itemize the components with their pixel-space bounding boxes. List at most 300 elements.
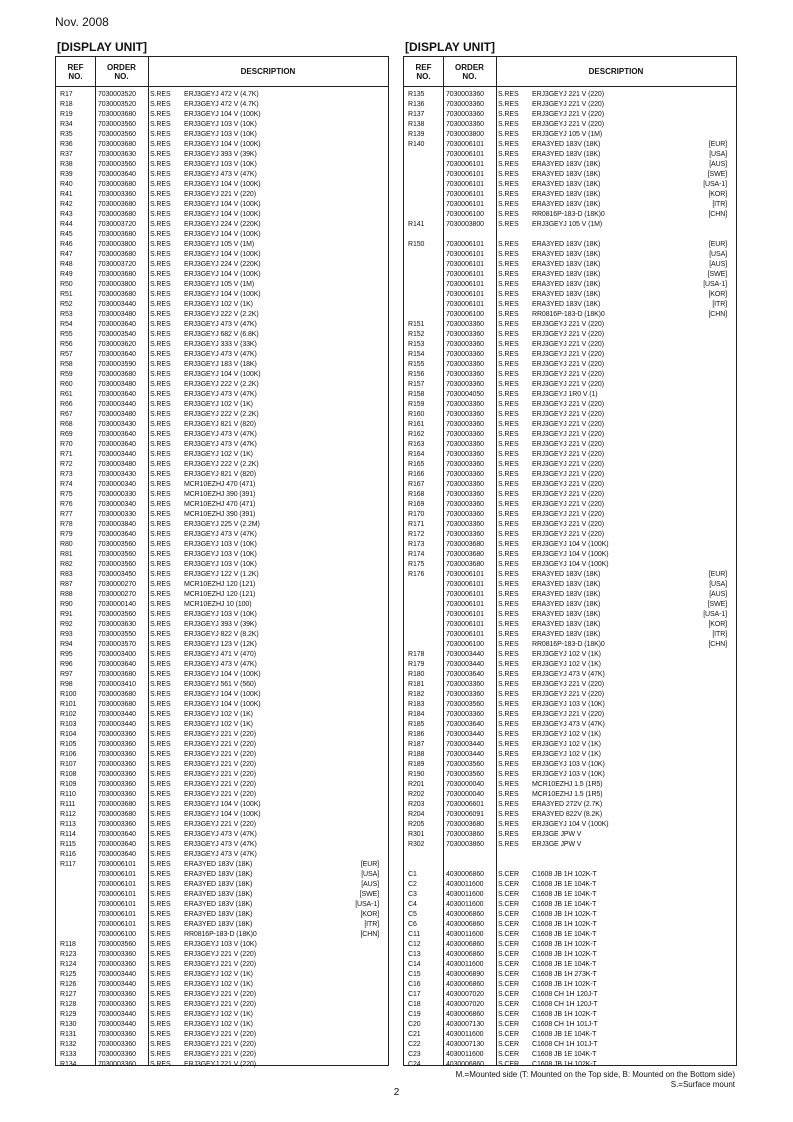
ref-no: R172: [408, 531, 425, 538]
part-number: ERA3YED 183V (18K): [532, 291, 601, 298]
table-row: [404, 380, 736, 390]
part-number: ERJ3GEYJ 224 V (220K): [184, 221, 261, 228]
ref-no: R158: [408, 391, 425, 398]
part-number: ERA3YED 183V (18K): [532, 611, 601, 618]
table-row: [404, 450, 736, 460]
part-type: S.RES: [498, 201, 519, 208]
order-no: 7030003360: [446, 511, 484, 518]
order-no: 7030003360: [446, 521, 484, 528]
order-no: 7030004050: [446, 391, 484, 398]
part-type: S.RES: [498, 441, 519, 448]
table-row: [56, 570, 388, 580]
table-row: [404, 830, 736, 840]
ref-no: R134: [60, 1061, 77, 1068]
table-row: [404, 570, 736, 580]
ref-no: R70: [60, 441, 73, 448]
part-type: S.RES: [150, 641, 171, 648]
order-no: 7030003360: [446, 401, 484, 408]
part-type: S.CER: [498, 941, 519, 948]
table-row: [56, 400, 388, 410]
order-no: 4030006860: [446, 951, 484, 958]
order-no: 7030003360: [98, 741, 136, 748]
region: [USA]: [709, 581, 727, 588]
region: [EUR]: [708, 571, 727, 578]
part-number: ERJ3GEYJ 221 V (220): [532, 711, 604, 718]
order-no: 7030003560: [98, 121, 136, 128]
table-row: [56, 490, 388, 500]
region: [SWE]: [707, 271, 727, 278]
part-type: S.RES: [150, 341, 171, 348]
part-number: ERJ3GEYJ 103 V (10K): [184, 941, 257, 948]
part-number: ERJ3GEYJ 221 V (220): [532, 461, 604, 468]
part-number: MCR10EZHJ 1.5 (1R5): [532, 791, 603, 798]
order-no: 7030003680: [98, 201, 136, 208]
ref-no: R75: [60, 491, 73, 498]
ref-no: R68: [60, 421, 73, 428]
region: [USA]: [361, 871, 379, 878]
table-row: [404, 510, 736, 520]
table-body: [404, 90, 736, 1070]
table-row: [404, 560, 736, 570]
table-row: [404, 890, 736, 900]
ref-no-header: REF NO.: [404, 57, 444, 86]
part-number: ERJ3GEYJ 561 V (560): [184, 681, 256, 688]
table-row: [56, 1000, 388, 1010]
part-type: S.RES: [498, 641, 519, 648]
order-no: 4030006890: [446, 971, 484, 978]
ref-no: R74: [60, 481, 73, 488]
part-type: S.RES: [150, 501, 171, 508]
table-row: [56, 520, 388, 530]
part-number: MCR10EZHJ 10 (100): [184, 601, 252, 608]
part-number: ERJ3GEYJ 104 V (100K): [184, 181, 261, 188]
part-type: S.RES: [498, 721, 519, 728]
ref-no: R37: [60, 151, 73, 158]
part-type: S.RES: [150, 911, 171, 918]
part-number: ERJ3GEYJ 102 V (1K): [184, 711, 253, 718]
part-number: C1608 JB 1E 104K-T: [532, 1051, 597, 1058]
ref-no: R35: [60, 131, 73, 138]
part-type: S.RES: [150, 121, 171, 128]
order-no: 7030003680: [446, 561, 484, 568]
table-row: [404, 1060, 736, 1070]
table-row: [56, 540, 388, 550]
ref-no: R166: [408, 471, 425, 478]
part-type: S.RES: [150, 771, 171, 778]
table-row: [404, 880, 736, 890]
ref-no: R115: [60, 841, 76, 848]
part-type: S.RES: [498, 251, 519, 258]
table-row: [56, 600, 388, 610]
part-number: ERA3YED 183V (18K): [532, 271, 601, 278]
order-no: 7030003360: [446, 421, 484, 428]
order-no: 7030003440: [446, 741, 484, 748]
ref-no: C17: [408, 991, 421, 998]
order-no: 7030003440: [98, 971, 136, 978]
part-type: S.RES: [498, 731, 519, 738]
ref-no: C1: [408, 871, 417, 878]
table-row: [56, 380, 388, 390]
order-no: 7030003360: [446, 121, 484, 128]
part-type: S.RES: [150, 141, 171, 148]
table-row: [404, 430, 736, 440]
part-number: ERJ3GEYJ 102 V (1K): [532, 661, 601, 668]
part-number: ERA3YED 183V (18K): [184, 881, 253, 888]
part-number: ERJ3GEYJ 221 V (220): [184, 1041, 256, 1048]
order-no: 7030003440: [98, 711, 136, 718]
order-no: 4030006860: [446, 871, 484, 878]
ref-no: R49: [60, 271, 73, 278]
table-row: [404, 330, 736, 340]
part-type: S.RES: [150, 1001, 171, 1008]
part-type: S.RES: [150, 241, 171, 248]
order-no: 7030000040: [446, 791, 484, 798]
order-no: 7030003640: [98, 851, 136, 858]
part-type: S.RES: [150, 631, 171, 638]
order-no: 7030003360: [98, 751, 136, 758]
order-no: 7030003640: [98, 171, 136, 178]
part-type: S.CER: [498, 1041, 519, 1048]
part-type: S.RES: [150, 801, 171, 808]
part-number: ERJ3GEYJ 393 V (39K): [184, 621, 257, 628]
part-number: ERJ3GEYJ 102 V (1K): [184, 1011, 253, 1018]
ref-no: R107: [60, 761, 77, 768]
part-type: S.RES: [150, 601, 171, 608]
part-type: S.RES: [498, 411, 519, 418]
region: [USA-1]: [355, 901, 379, 908]
part-number: C1608 CH 1H 101J-T: [532, 1041, 598, 1048]
part-type: S.CER: [498, 891, 519, 898]
table-row: [404, 860, 736, 870]
part-number: ERJ3GEYJ 103 V (10K): [184, 131, 257, 138]
part-type: S.RES: [498, 241, 519, 248]
part-number: ERJ3GEYJ 103 V (10K): [184, 561, 257, 568]
order-no: 4030006860: [446, 1011, 484, 1018]
table-row: [56, 170, 388, 180]
table-row: [404, 870, 736, 880]
table-row: [56, 590, 388, 600]
part-number: ERJ3GEYJ 222 V (2.2K): [184, 461, 259, 468]
ref-no: R204: [408, 811, 425, 818]
ref-no: R38: [60, 161, 73, 168]
ref-no: R50: [60, 281, 73, 288]
ref-no: R87: [60, 581, 73, 588]
ref-no: R140: [408, 141, 425, 148]
table-row: [404, 1040, 736, 1050]
ref-no: C24: [408, 1061, 421, 1068]
part-type: S.RES: [498, 91, 519, 98]
table-row: [404, 180, 736, 190]
ref-no: R163: [408, 441, 425, 448]
table-row: [56, 240, 388, 250]
order-no: 7030006101: [446, 201, 484, 208]
part-type: S.CER: [498, 951, 519, 958]
ref-no: R80: [60, 541, 73, 548]
table-row: [56, 730, 388, 740]
part-type: S.RES: [150, 291, 171, 298]
table-row: [404, 950, 736, 960]
order-no: 7030003360: [446, 321, 484, 328]
part-number: ERA3YED 183V (18K): [532, 591, 601, 598]
part-type: S.RES: [150, 921, 171, 928]
table-row: [56, 510, 388, 520]
part-number: ERA3YED 183V (18K): [532, 631, 601, 638]
part-number: ERA3YED 183V (18K): [532, 191, 601, 198]
part-number: ERJ3GEYJ 221 V (220): [532, 441, 604, 448]
part-number: ERJ3GEYJ 183 V (18K): [184, 361, 257, 368]
order-no: 7030006091: [446, 811, 484, 818]
part-type: S.RES: [150, 561, 171, 568]
ref-no: R183: [408, 701, 425, 708]
ref-no: R103: [60, 721, 77, 728]
ref-no: R202: [408, 791, 425, 798]
ref-no: R123: [60, 951, 77, 958]
part-number: ERA3YED 183V (18K): [532, 571, 601, 578]
order-no: 4030006860: [446, 981, 484, 988]
order-no: 4030007020: [446, 991, 484, 998]
ref-no: R152: [408, 331, 425, 338]
part-type: S.RES: [498, 491, 519, 498]
part-number: ERJ3GEYJ 221 V (220): [532, 111, 604, 118]
part-type: S.RES: [150, 591, 171, 598]
part-number: ERA3YED 822V (8.2K): [532, 811, 603, 818]
table-row: [404, 580, 736, 590]
part-type: S.RES: [150, 1031, 171, 1038]
ref-no: C14: [408, 961, 421, 968]
part-number: ERJ3GEYJ 105 V (1M): [184, 241, 255, 248]
order-no: 7030003680: [446, 821, 484, 828]
ref-no: R151: [408, 321, 425, 328]
part-type: S.RES: [498, 661, 519, 668]
part-type: S.RES: [150, 931, 171, 938]
part-number: ERJ3GEYJ 103 V (10K): [532, 761, 605, 768]
part-number: ERJ3GEYJ 473 V (47K): [184, 321, 257, 328]
order-no: 7030003440: [446, 751, 484, 758]
order-no: 7030006101: [446, 271, 484, 278]
part-number: ERA3YED 183V (18K): [184, 891, 253, 898]
table-row: [404, 370, 736, 380]
order-no: 7030003680: [98, 811, 136, 818]
order-no: 7030000040: [446, 781, 484, 788]
table-row: [56, 1010, 388, 1020]
part-type: S.RES: [150, 741, 171, 748]
table-row: [404, 540, 736, 550]
region: [AUS]: [709, 591, 727, 598]
ref-no: R167: [408, 481, 425, 488]
table-row: [404, 790, 736, 800]
ref-no: R40: [60, 181, 73, 188]
table-row: [56, 580, 388, 590]
table-row: [404, 250, 736, 260]
part-number: ERJ3GEYJ 221 V (220): [184, 961, 256, 968]
region: [EUR]: [708, 141, 727, 148]
order-no: 7030006101: [446, 241, 484, 248]
table-body: [56, 90, 388, 1070]
table-row: [404, 970, 736, 980]
table-row: [56, 940, 388, 950]
order-no: 7030003560: [98, 131, 136, 138]
part-number: ERJ3GEYJ 393 V (39K): [184, 151, 257, 158]
table-row: [404, 490, 736, 500]
order-no: 7030003560: [98, 941, 136, 948]
part-type: S.RES: [150, 661, 171, 668]
part-number: ERJ3GEYJ 104 V (100K): [184, 111, 261, 118]
part-type: S.RES: [498, 801, 519, 808]
part-number: ERJ3GEYJ 102 V (1K): [184, 981, 253, 988]
part-number: ERJ3GEYJ 221 V (220): [184, 1051, 256, 1058]
table-row: [56, 140, 388, 150]
table-row: [56, 120, 388, 130]
part-number: C1608 JB 1E 104K-T: [532, 891, 597, 898]
part-number: MCR10EZHJ 1.5 (1R5): [532, 781, 603, 788]
part-number: MCR10EZHJ 120 (121): [184, 591, 256, 598]
order-no: 4030011600: [446, 961, 484, 968]
section-title-left: [DISPLAY UNIT]: [57, 40, 148, 54]
ref-no: R17: [60, 91, 73, 98]
part-number: C1608 JB 1H 273K-T: [532, 971, 597, 978]
ref-no: R176: [408, 571, 425, 578]
order-no: 7030003570: [98, 641, 136, 648]
part-number: ERJ3GEYJ 221 V (220): [532, 321, 604, 328]
order-no: 7030003800: [98, 281, 136, 288]
table-row: [404, 980, 736, 990]
section-title-right: [DISPLAY UNIT]: [405, 40, 496, 54]
table-row: [404, 240, 736, 250]
region: [EUR]: [708, 241, 727, 248]
part-number: ERJ3GEYJ 221 V (220): [184, 1061, 256, 1068]
table-row: [404, 640, 736, 650]
part-type: S.RES: [150, 961, 171, 968]
ref-no: R185: [408, 721, 425, 728]
table-row: [56, 440, 388, 450]
part-type: S.CER: [498, 961, 519, 968]
part-type: S.RES: [150, 831, 171, 838]
ref-no: R66: [60, 401, 73, 408]
part-type: S.RES: [498, 311, 519, 318]
table-row: [404, 840, 736, 850]
order-no: 7030006101: [98, 891, 136, 898]
order-no: 7030003360: [98, 771, 136, 778]
table-row: [56, 930, 388, 940]
part-number: ERJ3GEYJ 104 V (100K): [532, 541, 609, 548]
region: [USA-1]: [703, 181, 727, 188]
table-row: [404, 210, 736, 220]
table-row: [56, 210, 388, 220]
table-row: [56, 370, 388, 380]
order-no: 7030003640: [98, 431, 136, 438]
part-number: ERJ3GEYJ 104 V (100K): [184, 211, 261, 218]
part-number: ERJ3GEYJ 104 V (100K): [184, 811, 261, 818]
part-type: S.RES: [150, 401, 171, 408]
part-number: ERJ3GEYJ 221 V (220): [532, 681, 604, 688]
part-type: S.RES: [150, 871, 171, 878]
table-row: [56, 670, 388, 680]
table-row: [56, 480, 388, 490]
part-type: S.RES: [150, 881, 171, 888]
part-type: S.RES: [150, 761, 171, 768]
part-type: S.RES: [150, 681, 171, 688]
table-row: [404, 310, 736, 320]
table-row: [56, 530, 388, 540]
part-type: S.RES: [150, 671, 171, 678]
order-no: 7030003480: [98, 461, 136, 468]
table-row: [56, 1050, 388, 1060]
ref-no: R154: [408, 351, 425, 358]
order-no: 7030006101: [98, 901, 136, 908]
part-number: ERA3YED 183V (18K): [532, 141, 601, 148]
order-no: 7030003400: [98, 651, 136, 658]
part-type: S.RES: [498, 191, 519, 198]
table-row: [404, 1010, 736, 1020]
ref-no: R186: [408, 731, 425, 738]
part-type: S.RES: [150, 1021, 171, 1028]
order-no: 7030003480: [98, 411, 136, 418]
part-number: ERJ3GEYJ 102 V (1K): [532, 751, 601, 758]
part-type: S.RES: [498, 831, 519, 838]
part-type: S.RES: [150, 521, 171, 528]
ref-no: R104: [60, 731, 77, 738]
part-number: ERJ3GEYJ 103 V (10K): [184, 161, 257, 168]
part-number: ERJ3GEYJ 102 V (1K): [184, 401, 253, 408]
part-type: S.RES: [498, 141, 519, 148]
ref-no: R136: [408, 101, 425, 108]
order-no: 7030003360: [446, 341, 484, 348]
table-row: [56, 990, 388, 1000]
table-row: [56, 550, 388, 560]
order-no: 7030003640: [98, 321, 136, 328]
part-type: S.RES: [150, 611, 171, 618]
ref-no: R76: [60, 501, 73, 508]
part-type: S.CER: [498, 881, 519, 888]
part-number: C1608 JB 1H 102K-T: [532, 1061, 597, 1068]
ref-no: R139: [408, 131, 425, 138]
order-no: 7030003680: [98, 211, 136, 218]
table-row: [404, 360, 736, 370]
table-row: [404, 940, 736, 950]
ref-no: R94: [60, 641, 73, 648]
part-type: S.RES: [150, 721, 171, 728]
order-no: 7030003360: [98, 761, 136, 768]
part-type: S.RES: [150, 261, 171, 268]
table-row: [404, 700, 736, 710]
part-type: S.RES: [150, 351, 171, 358]
ref-no: R153: [408, 341, 425, 348]
part-number: ERA3YED 183V (18K): [532, 581, 601, 588]
part-number: C1608 CH 1H 120J-T: [532, 1001, 598, 1008]
order-no: 7030006101: [446, 591, 484, 598]
part-type: S.RES: [150, 131, 171, 138]
part-number: ERJ3GEYJ 221 V (220): [184, 791, 256, 798]
part-type: S.RES: [498, 151, 519, 158]
table-row: [404, 710, 736, 720]
part-number: C1608 JB 1H 102K-T: [532, 871, 597, 878]
table-row: [56, 950, 388, 960]
order-no: 7030006101: [98, 911, 136, 918]
order-no: 7030003360: [98, 961, 136, 968]
order-no: 7030003360: [446, 471, 484, 478]
part-type: S.RES: [150, 551, 171, 558]
order-no: 7030003360: [98, 781, 136, 788]
part-type: S.RES: [150, 301, 171, 308]
part-type: S.RES: [498, 791, 519, 798]
ref-no: C2: [408, 881, 417, 888]
part-number: ERA3YED 272V (2.7K): [532, 801, 603, 808]
order-no: 7030003620: [98, 341, 136, 348]
ref-no: R72: [60, 461, 73, 468]
part-type: S.RES: [498, 301, 519, 308]
order-no: 7030006101: [446, 141, 484, 148]
ref-no: R102: [60, 711, 77, 718]
